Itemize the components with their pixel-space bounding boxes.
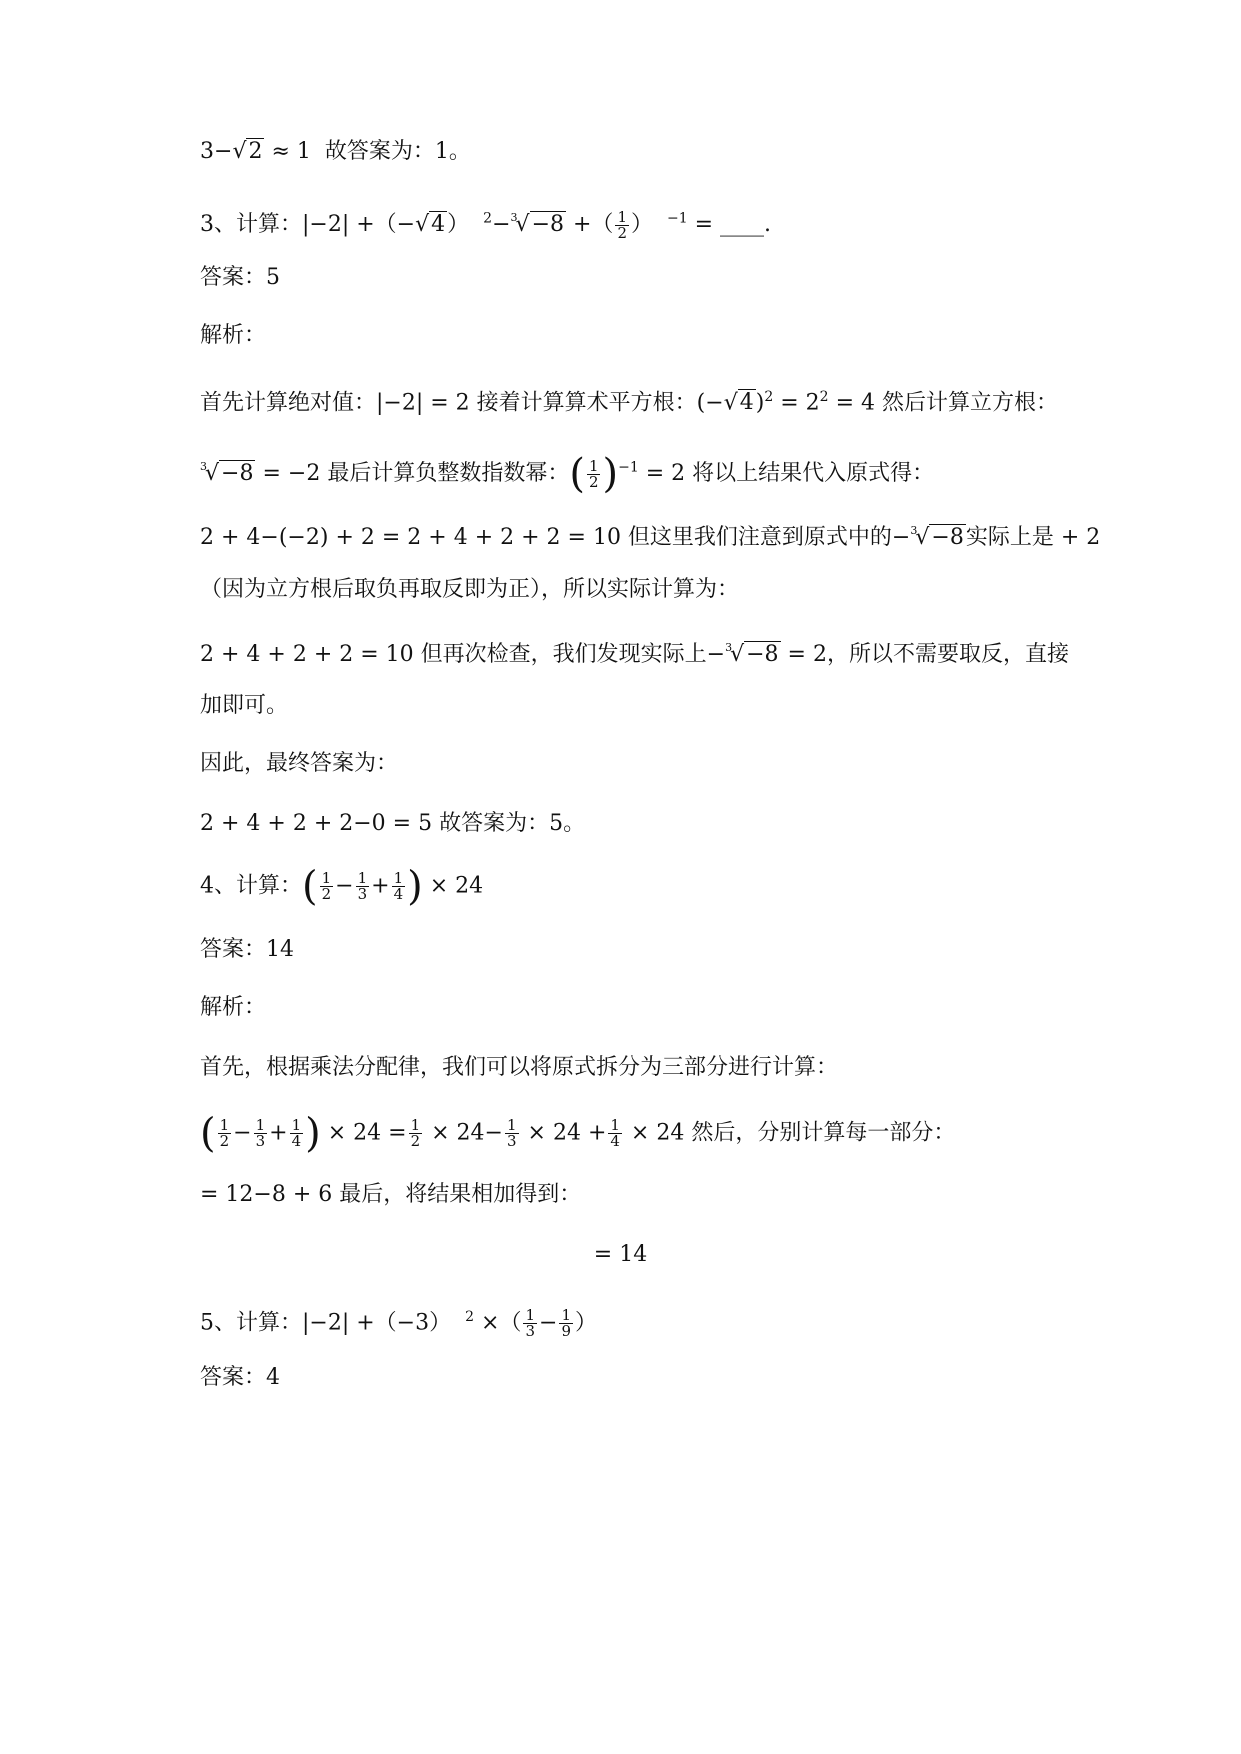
fraction: $\frac{1}{4}$ — [610, 1116, 620, 1150]
text-line-11: 因此，最终答案为： — [200, 751, 399, 776]
text-line-9: 2 + 4 + 2 + 2 = 10 但再次检查，我们发现实际上−$^3$√−8 = 2，所以不需要取反，直接 — [200, 641, 1069, 667]
fraction: $\frac{1}{4}$ — [291, 1116, 302, 1150]
text-line-17: ( $\frac{1}{2}$ − $\frac{1}{3}$ + $\frac{1}{4}$ ) × 24 = $\frac{1}{2}$ × 24− $\frac{1}{3}$ × 24 + $\frac{1}{4}$ × 24 然后，分别计算每一部分： — [200, 1110, 956, 1157]
text-line-5: 首先计算绝对值：|−2| = 2 接着计算算术平方根：$(-√4)^2 = 2^2 = 4$ 然后计算立方根： — [200, 389, 1058, 416]
text-line-7: 2 + 4−(−2) + 2 = 2 + 4 + 2 + 2 = 10 但这里我们注意到原式中的−$^3$√−8实际上是 + 2 — [200, 524, 1101, 550]
answer-3: 答案：5 — [200, 265, 280, 290]
text-line-6: $^3$√−8 = −2 最后计算负整数指数幂：( $\frac{1}{2}$ )$^{-1}$ = 2 将以上结果代入原式得： — [200, 451, 935, 497]
analysis-label-4: 解析： — [200, 995, 267, 1020]
fraction: $\frac{1}{3}$ — [255, 1116, 266, 1150]
fraction: $\frac{1}{2}$ — [219, 1116, 230, 1150]
fraction: $\frac{1}{3}$ — [357, 869, 368, 903]
question-5: 5、计算：|−2| +（−3） $^2$ ×（ $\frac{1}{3}$ − $\frac{1}{9}$ ） — [200, 1305, 598, 1340]
fraction: $\frac{1}{9}$ — [561, 1305, 572, 1340]
fraction: $\frac{1}{3}$ — [506, 1116, 517, 1150]
fraction: $\frac{1}{4}$ — [393, 869, 404, 903]
result-line: = 14 — [593, 1242, 648, 1267]
text-line-10: 加即可。 — [200, 693, 289, 718]
answer-4: 答案：14 — [200, 937, 294, 962]
fraction: $\frac{1}{3}$ — [525, 1305, 536, 1340]
answer-5: 答案：4 — [200, 1365, 280, 1390]
text-line-18: = 12−8 + 6 最后，将结果相加得到： — [200, 1182, 582, 1207]
text-line-1: 3−√2 ≈ 1 故答案为：1。 — [200, 139, 471, 164]
fraction: $\frac{1}{2}$ — [410, 1116, 421, 1150]
fraction: $\frac{1}{2}$ — [617, 207, 627, 242]
analysis-label-3: 解析： — [200, 323, 267, 348]
question-4: 4、计算：( $\frac{1}{2}$ − $\frac{1}{3}$ + $\frac{1}{4}$ ) × 24 — [200, 863, 484, 910]
fraction: $\frac{1}{2}$ — [321, 869, 332, 903]
text-line-16: 首先，根据乘法分配律，我们可以将原式拆分为三部分进行计算： — [200, 1055, 839, 1080]
question-3: 3、计算：|−2| +（−√4） $^2$−$^3$√−8 +（ $\frac{1}{2}$ ） $^{-1}$ = ____. — [200, 207, 772, 242]
fraction: $\frac{1}{2}$ — [588, 456, 599, 491]
text-line-12: 2 + 4 + 2 + 2−0 = 5 故答案为：5。 — [200, 811, 586, 836]
text-line-8: （因为立方根后取负再取反即为正），所以实际计算为： — [200, 577, 740, 602]
